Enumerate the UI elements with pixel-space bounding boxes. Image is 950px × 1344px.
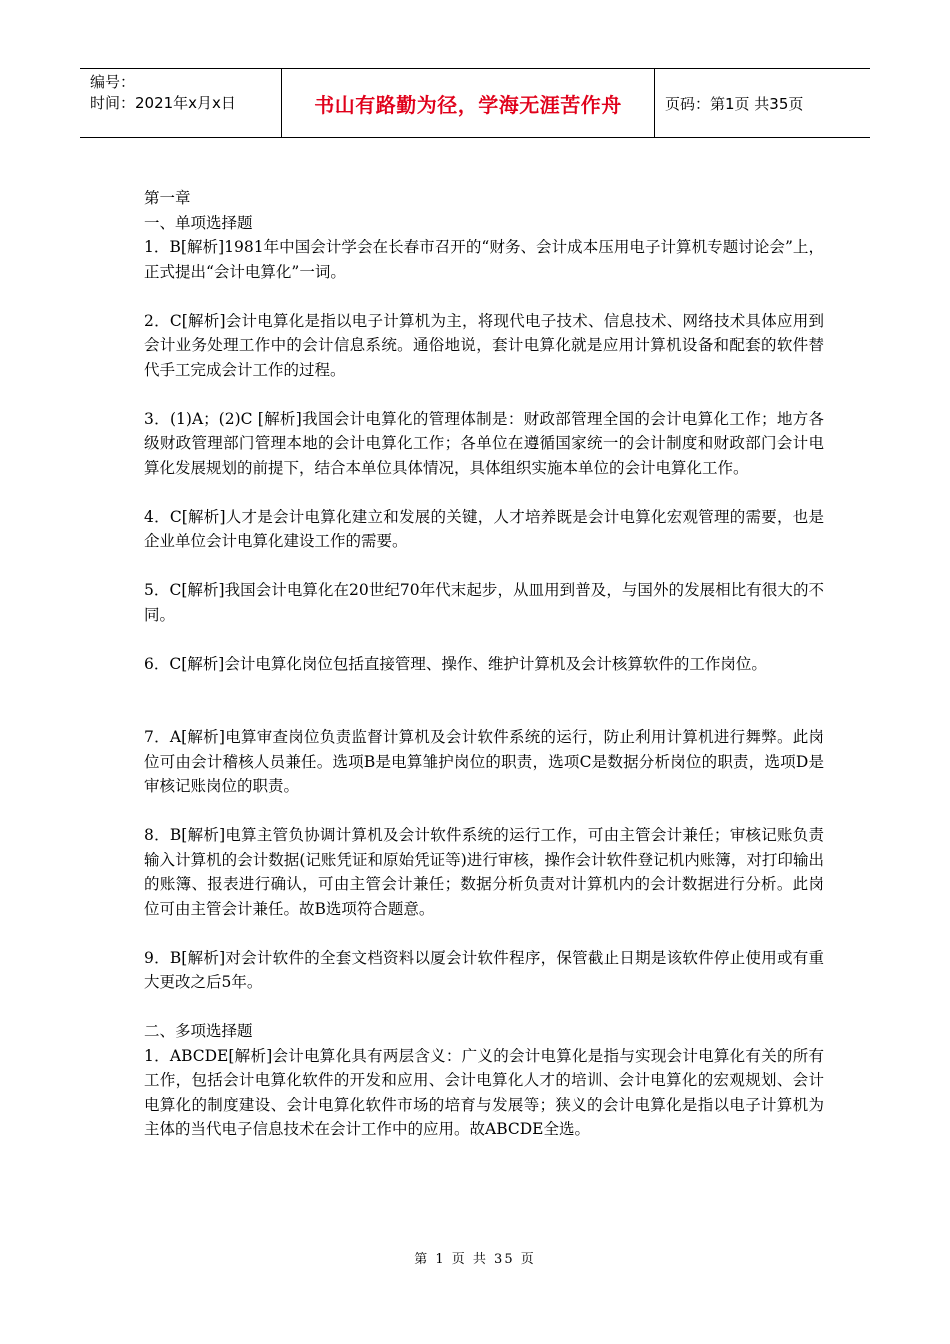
- answer-paragraph: 6．C[解析]会计电算化岗位包括直接管理、操作、维护计算机及会计核算软件的工作岗位。: [144, 654, 767, 673]
- header-motto-cell: [282, 69, 655, 137]
- section-title: 二、多项选择题: [144, 1022, 253, 1040]
- document-body: [144, 186, 824, 1142]
- answer-paragraph: 3．(1)A；(2)C [解析]我国会计电算化的管理体制是：财政部管理全国的会计电算化工作；地方各级财政管理部门管理本地的会计电算化工作；各单位在遵循国家统一的会计制度和财政部门会计电算化发展规划的前提下，结合本单位具体情况，具体组织实施本单位的会计电算化工作。: [144, 409, 824, 477]
- header-meta: [80, 69, 282, 137]
- document-header: [80, 68, 870, 138]
- answer-paragraph: 9．B[解析]对会计软件的全套文档资料以厦会计软件程序，保管截止日期是该软件停止使用或有重大更改之后5年。: [144, 948, 824, 991]
- page-info: 页码：第1页 共35页: [665, 94, 804, 113]
- answer-paragraph: 5．C[解析]我国会计电算化在20世纪70年代末起步，从皿用到普及，与国外的发展相比有很大的不同。: [144, 581, 824, 624]
- answer-paragraph: 4．C[解析]人才是会计电算化建立和发展的关键，人才培养既是会计电算化宏观管理的需要，也是企业单位会计电算化建设工作的需要。: [144, 507, 824, 550]
- motto: 书山有路勤为径，学海无涯苦作舟: [314, 92, 622, 117]
- chapter-title: 第一章: [144, 189, 191, 207]
- answer-paragraph: 7．A[解析]电算审查岗位负责监督计算机及会计软件系统的运行，防止利用计算机进行舞弊。此岗位可由会计稽核人员兼任。选项B是电算雏护岗位的职责，选项C是数据分析岗位的职责，选项D是审核记账岗位的职责。: [144, 728, 824, 795]
- answer-paragraph: 8．B[解析]电算主管负协调计算机及会计软件系统的运行工作，可由主管会计兼任；审核记账负责输入计算机的会计数据(记账凭证和原始凭证等)进行审核，操作会计软件登记机内账簿，对打印输出的账簿、报表进行确认，可由主管会计兼任；数据分析负责对计算机内的会计数据进行分析。此岗位可由主管会计兼任。故B选项符合题意。: [144, 826, 824, 918]
- answer-paragraph: 1．B[解析]1981年中国会计学会在长春市召开的“财务、会计成本压用电子计算机专题讨论会”上，正式提出“会计电算化”一词。: [144, 238, 824, 281]
- time-label: 时间：2021年x月x日: [90, 94, 236, 112]
- header-page-info-cell: [655, 69, 870, 137]
- page-footer: 第 1 页 共 35 页: [414, 1252, 536, 1267]
- answer-paragraph: 2．C[解析]会计电算化是指以电子计算机为主，将现代电子技术、信息技术、网络技术具体应用到会计业务处理工作中的会计信息系统。通俗地说，套计电算化就是应用计算机设备和配套的软件替代手工完成会计工作的过程。: [144, 311, 824, 379]
- number-label: 编号：: [90, 73, 136, 91]
- answer-paragraph: 1．ABCDE[解析]会计电算化具有两层含义：广义的会计电算化是指与实现会计电算化有关的所有工作，包括会计电算化软件的开发和应用、会计电算化人才的培训、会计电算化的宏观规划、会计电算化的制度建设、会计电算化软件市场的培育与发展等；狭义的会计电算化是指以电子计算机为主体的当代电子信息技术在会计工作中的应用。故ABCDE全选。: [144, 1046, 824, 1138]
- section-title: 一、单项选择题: [144, 213, 253, 232]
